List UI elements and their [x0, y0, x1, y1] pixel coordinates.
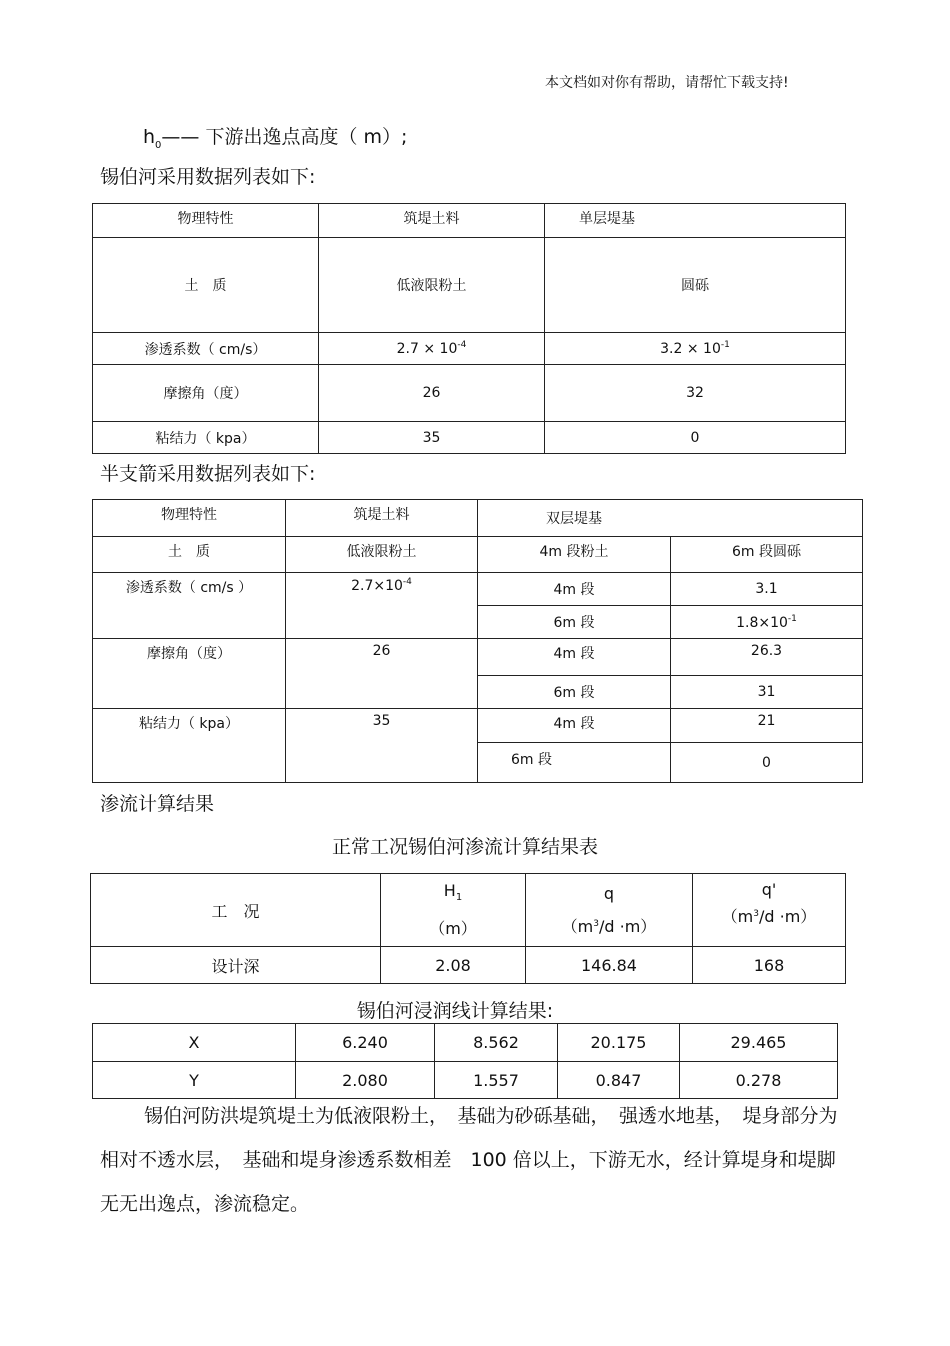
t2-cohesion-label: 粘结力（ kpa） [93, 709, 286, 783]
t2-cohesion-seg6: 6m 段 [478, 743, 671, 783]
t3-h1-unit: （m） [429, 918, 477, 938]
h0-text: —— 下游出逸点高度（ m）; [161, 126, 408, 148]
t3-condition-value: 设计深 [91, 947, 381, 984]
h0-symbol: h [143, 126, 156, 148]
t4-y-1: 2.080 [296, 1062, 435, 1099]
t4-x-4: 29.465 [680, 1024, 838, 1062]
t2-cohesion-fill: 35 [286, 709, 478, 783]
t1-perm-label: 渗透系数（ cm/s） [93, 333, 319, 365]
t3-q-value: 146.84 [526, 947, 693, 984]
t1-perm-fill [319, 333, 545, 365]
t2-perm-v6-base: 1.8×10 [736, 614, 788, 631]
t3-qprime-value: 168 [693, 947, 846, 984]
t2-perm-v6-exp: -1 [787, 613, 797, 624]
t2-friction-label: 摩擦角（度） [93, 639, 286, 709]
t2-friction-fill: 26 [286, 639, 478, 709]
t2-soil-4m: 4m 段粉土 [478, 537, 671, 573]
t1-perm-fill-exp: -4 [457, 340, 467, 350]
t2-friction-seg6: 6m 段 [478, 676, 671, 709]
t4-x-3: 20.175 [558, 1024, 680, 1062]
t2-header-property: 物理特性 [93, 500, 286, 537]
t3-qprime-symbol: q' [761, 880, 777, 899]
t2-friction-v6: 31 [671, 676, 863, 709]
h0-definition [143, 122, 407, 151]
t2-perm-fill-exp: -4 [402, 577, 412, 587]
t2-header-foundation: 双层堤基 [478, 500, 863, 537]
t1-perm-foundation-exp: -1 [720, 340, 730, 350]
t2-header-fill: 筑堤土料 [286, 500, 478, 537]
t2-perm-v4: 3.1 [671, 573, 863, 606]
t1-perm-foundation [545, 333, 846, 365]
t1-header-fill: 筑堤土料 [319, 204, 545, 238]
t3-qprime-unit: $(m^3/d \cdot m)$ [721, 907, 817, 926]
t1-soil-fill: 低液限粉土 [319, 238, 545, 333]
t4-x-2: 8.562 [435, 1024, 558, 1062]
t3-h1-symbol: $H_1$ [443, 881, 463, 904]
t1-cohesion-foundation: 0 [545, 422, 846, 454]
t4-y-4: 0.278 [680, 1062, 838, 1099]
table1-caption: 锡伯河采用数据列表如下: [100, 166, 316, 188]
t1-header-property: 物理特性 [93, 204, 319, 238]
t2-soil-label: 土 质 [93, 537, 286, 573]
t2-perm-fill-base: 2.7×10 [351, 578, 403, 594]
table2-caption: 半支箭采用数据列表如下: [100, 463, 316, 485]
t2-friction-seg4: 4m 段 [478, 639, 671, 676]
t3-condition-header: 工 况 [91, 874, 381, 947]
header-note: 本文档如对你有帮助，请帮忙下载支持! [545, 75, 789, 91]
t1-perm-foundation-base: 3.2 × 10 [660, 341, 721, 357]
t4-x-1: 6.240 [296, 1024, 435, 1062]
seepage-result-table [90, 873, 846, 984]
t4-y-label: Y [93, 1062, 296, 1099]
t1-cohesion-label: 粘结力（ kpa） [93, 422, 319, 454]
phreatic-line-table [92, 1023, 838, 1099]
t1-soil-foundation: 圆砾 [545, 238, 846, 333]
t1-friction-foundation: 32 [545, 365, 846, 422]
t2-soil-fill: 低液限粉土 [286, 537, 478, 573]
t2-perm-v6 [671, 606, 863, 639]
t2-friction-v4: 26.3 [671, 639, 863, 676]
seepage-results-title: 渗流计算结果 [100, 793, 215, 815]
t2-perm-seg6: 6m 段 [478, 606, 671, 639]
t1-friction-fill: 26 [319, 365, 545, 422]
t3-q-symbol: q [603, 883, 615, 903]
t2-perm-fill [286, 573, 478, 639]
t4-y-3: 0.847 [558, 1062, 680, 1099]
t2-soil-6m: 6m 段圆砾 [671, 537, 863, 573]
conclusion-text: 锡伯河防洪堤筑堤土为低液限粉土， 基础为砂砾基础， 强透水地基， 堤身部分为相对不透水层， 基础和堤身渗透系数相差 100 倍以上，下游无水，经计算堤身和堤脚无无出逸点，渗流稳定。 [100, 1105, 838, 1215]
t1-header-foundation: 单层堤基 [545, 204, 846, 238]
t2-cohesion-v4: 21 [671, 709, 863, 743]
banzhijian-data-table [92, 499, 863, 783]
t1-perm-fill-base: 2.7 × 10 [396, 341, 458, 357]
t1-cohesion-fill: 35 [319, 422, 545, 454]
t3-q-unit: $(m^3/d \cdot m)$ [561, 916, 657, 936]
conclusion-paragraph [100, 1094, 852, 1226]
t2-cohesion-seg4: 4m 段 [478, 709, 671, 743]
t2-perm-label: 渗透系数（ cm/s ） [93, 573, 286, 639]
t3-h1-value: 2.08 [381, 947, 526, 984]
t3-q-header [526, 874, 693, 947]
xibo-river-data-table [92, 203, 846, 454]
t2-perm-seg4: 4m 段 [478, 573, 671, 606]
h0-subscript: 0 [155, 139, 162, 151]
table3-caption: 正常工况锡伯河渗流计算结果表 [331, 836, 598, 858]
t3-h1-header [381, 874, 526, 947]
table4-caption: 锡伯河浸润线计算结果: [356, 1000, 554, 1022]
t1-friction-label: 摩擦角（度） [93, 365, 319, 422]
t2-cohesion-v6: 0 [671, 743, 863, 783]
t3-qprime-header [693, 874, 846, 947]
t1-soil-label: 土 质 [93, 238, 319, 333]
t4-y-2: 1.557 [435, 1062, 558, 1099]
t4-x-label: X [93, 1024, 296, 1062]
